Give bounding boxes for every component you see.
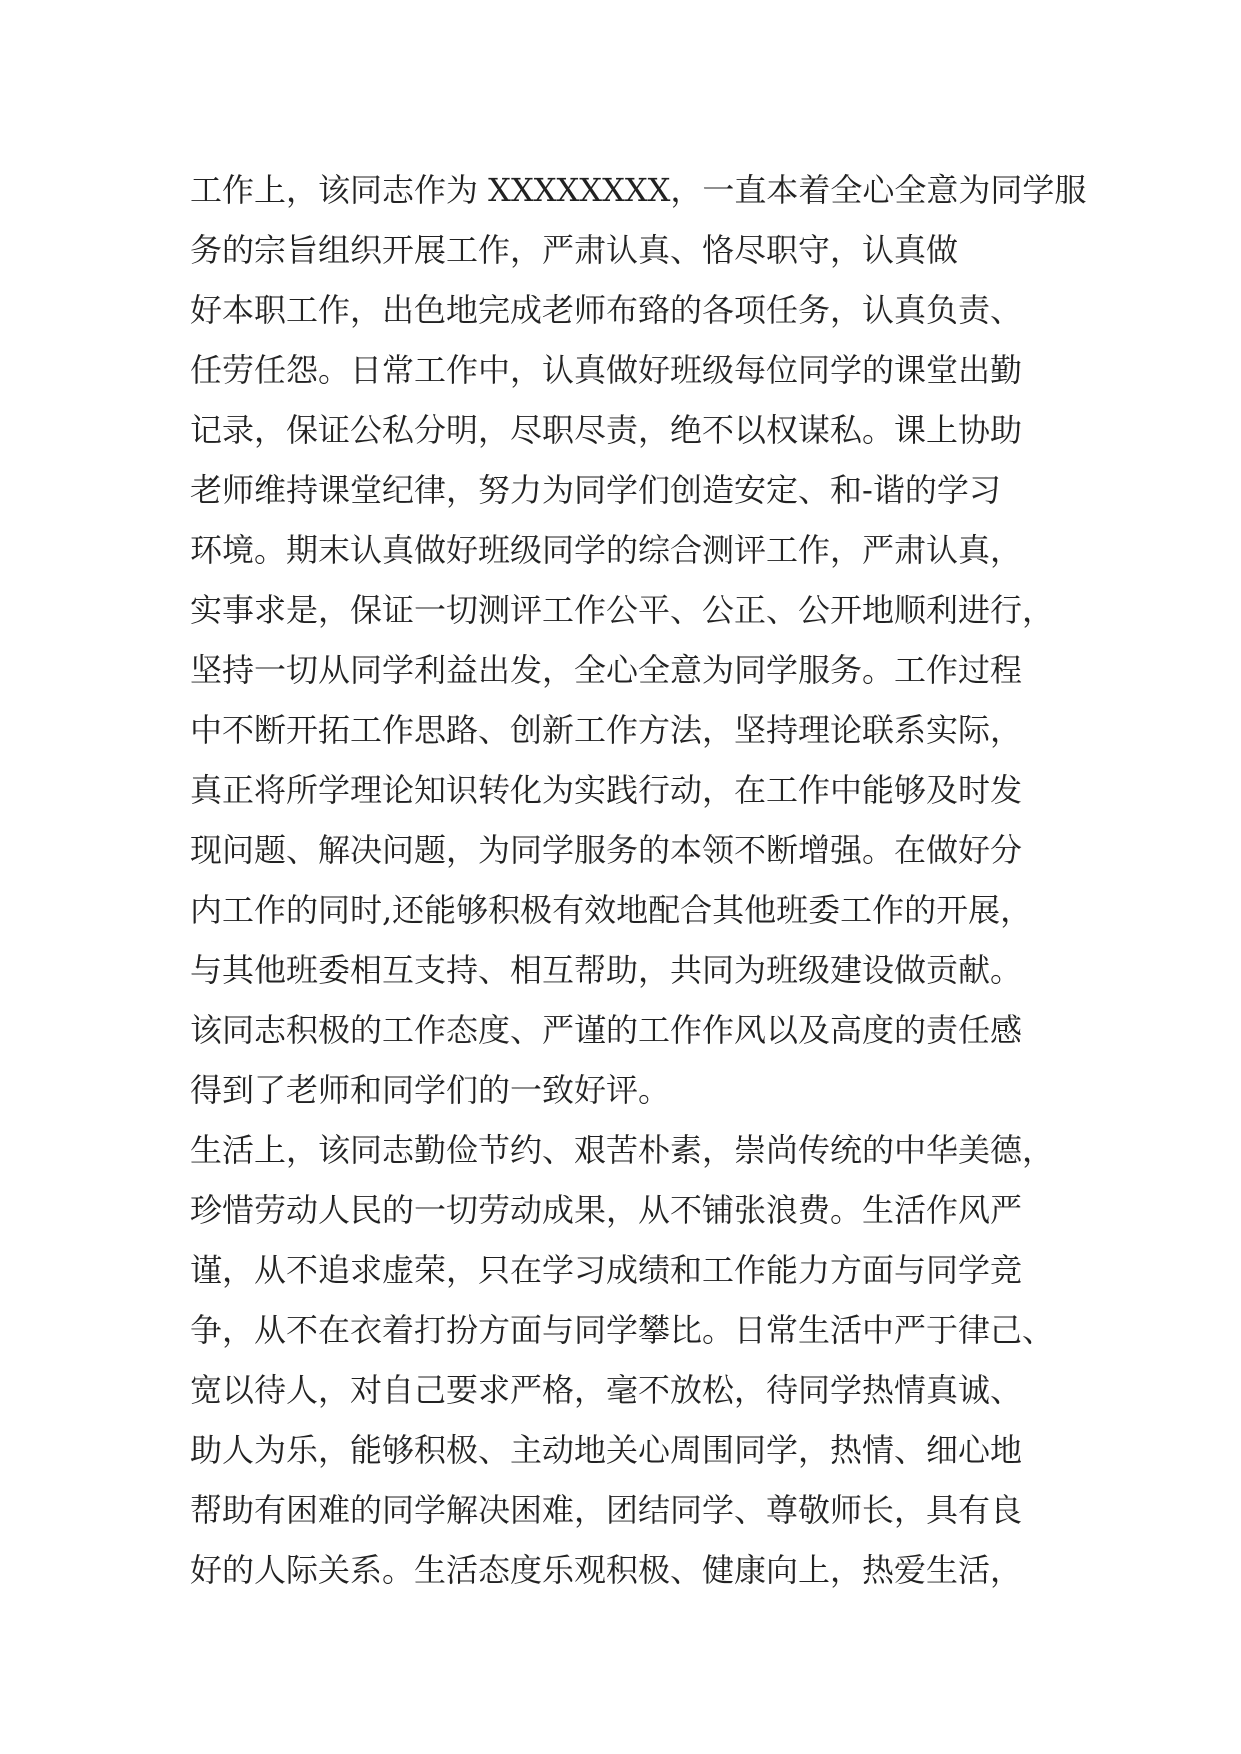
text-line-11: 真正将所学理论知识转化为实践行动，在工作中能够及时发 bbox=[190, 771, 1023, 809]
text-line-19: 谨，从不追求虚荣，只在学习成绩和工作能力方面与同学竞 bbox=[190, 1251, 1023, 1289]
text-line-24: 好的人际关系。生活态度乐观积极、健康向上，热爱生活， bbox=[190, 1551, 1023, 1589]
text-line-7: 环境。期末认真做好班级同学的综合测评工作，严肃认真， bbox=[190, 531, 1023, 569]
text-line-13: 内工作的同时,还能够积极有效地配合其他班委工作的开展， bbox=[190, 891, 1033, 929]
text-line-9: 坚持一切从同学利益出发，全心全意为同学服务。工作过程 bbox=[190, 651, 1023, 689]
text-line-22: 助人为乐，能够积极、主动地关心周围同学，热情、细心地 bbox=[190, 1431, 1023, 1469]
body-text bbox=[190, 160, 1090, 1600]
text-line-5: 记录，保证公私分明，尽职尽责，绝不以权谋私。课上协助 bbox=[190, 411, 1023, 449]
text-line-6: 老师维持课堂纪律，努力为同学们创造安定、和-谐的学习 bbox=[190, 471, 1001, 509]
text-line-16: 得到了老师和同学们的一致好评。 bbox=[190, 1071, 671, 1109]
text-line-20: 争，从不在衣着打扮方面与同学攀比。日常生活中严于律己、 bbox=[190, 1311, 1055, 1349]
text-line-21: 宽以待人，对自己要求严格，毫不放松，待同学热情真诚、 bbox=[190, 1371, 1023, 1409]
text-line-14: 与其他班委相互支持、相互帮助，共同为班级建设做贡献。 bbox=[190, 951, 1023, 989]
text-line-8: 实事求是，保证一切测评工作公平、公正、公开地顺利进行， bbox=[190, 591, 1055, 629]
text-line-10: 中不断开拓工作思路、创新工作方法，坚持理论联系实际， bbox=[190, 711, 1023, 749]
text-line-18: 珍惜劳动人民的一切劳动成果，从不铺张浪费。生活作风严 bbox=[190, 1191, 1023, 1229]
text-line-3: 好本职工作，出色地完成老师布臵的各项任务，认真负责、 bbox=[190, 291, 1023, 329]
text-line-1: 工作上，该同志作为 XXXXXXXX，一直本着全心全意为同学服 bbox=[190, 171, 1087, 209]
text-line-15: 该同志积极的工作态度、严谨的工作作风以及高度的责任感 bbox=[190, 1011, 1023, 1049]
text-line-4: 任劳任怨。日常工作中，认真做好班级每位同学的课堂出勤 bbox=[190, 351, 1023, 389]
text-line-17: 生活上，该同志勤俭节约、艰苦朴素，崇尚传统的中华美德， bbox=[190, 1131, 1055, 1169]
text-line-12: 现问题、解决问题，为同学服务的本领不断增强。在做好分 bbox=[190, 831, 1023, 869]
text-line-2: 务的宗旨组织开展工作，严肃认真、恪尽职守，认真做 bbox=[190, 231, 959, 269]
text-line-23: 帮助有困难的同学解决困难，团结同学、尊敬师长，具有良 bbox=[190, 1491, 1023, 1529]
